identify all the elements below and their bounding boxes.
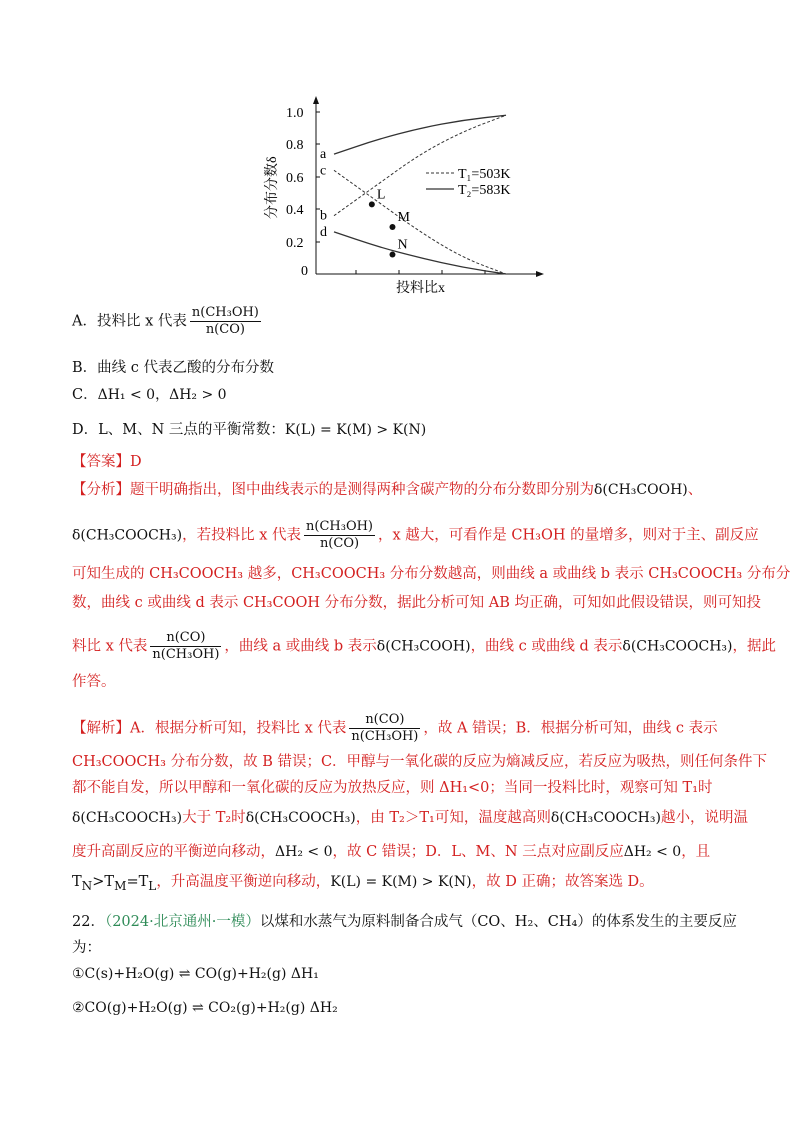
series-label-d: d	[320, 224, 327, 240]
solution-line-2	[72, 752, 767, 772]
answer-tag: 【答案】	[72, 454, 130, 470]
q22-line-2	[72, 938, 101, 958]
point-N	[389, 252, 395, 258]
option-b-text: B．曲线 c 代表乙酸的分布分数	[72, 360, 274, 376]
legend-label-t1: T₁=503K	[458, 167, 511, 182]
fraction-denominator: n(CO)	[205, 322, 245, 337]
fraction-denominator: n(CH₃OH)	[351, 729, 419, 744]
option-c	[72, 385, 227, 405]
reaction-equation: ②CO(g)+H₂O(g) ⇌ CO₂(g)+H₂(g) ΔH₂	[72, 1000, 338, 1016]
q22-source: （2024·北京通州·一模）	[104, 914, 260, 930]
series-label-c: c	[320, 163, 327, 179]
analysis-line-2	[72, 519, 759, 552]
analysis-text: ，x 越大，可看作是 CH₃OH 的量增多，则对于主、副反应	[378, 527, 759, 544]
solution-temp: >T	[92, 874, 115, 890]
analysis-text: 可知生成的 CH₃COOCH₃ 越多，CH₃COOCH₃ 分布分数越高，则曲线 a 或曲线 b 表示 CH₃COOCH₃ 分布分	[72, 566, 791, 582]
analysis-fraction	[150, 630, 221, 663]
y-tick-label: 0	[301, 264, 308, 279]
solution-line-5	[72, 842, 710, 862]
analysis-text: 数，曲线 c 或曲线 d 表示 CH₃COOH 分布分数，据此分析可知 AB 均正确，可知如此假设错误，则可知投	[72, 595, 761, 611]
analysis-tag: 【分析】	[72, 482, 130, 498]
answer-text: D	[130, 454, 142, 470]
q22-reaction-2	[72, 998, 338, 1018]
analysis-text: ，若投料比 x 代表	[182, 527, 301, 544]
solution-line-1	[72, 712, 718, 745]
analysis-line-4	[72, 593, 761, 613]
point-M	[389, 224, 395, 230]
analysis-math: δ(CH₃COOH)	[594, 482, 688, 498]
q22-reaction-1	[72, 964, 319, 984]
analysis-math: δ(CH₃COOH)	[376, 638, 471, 655]
y-tick-label: 0.6	[286, 171, 304, 186]
solution-math: ΔH₂ < 0	[623, 844, 682, 860]
analysis-line-5	[72, 630, 776, 663]
subscript: N	[81, 878, 93, 893]
series-line-b	[334, 115, 506, 215]
solution-math: δ(CH₃COOCH₃)	[72, 810, 183, 826]
solution-text: 大于 T₂时	[182, 810, 246, 826]
option-c-math: ΔH₁ < 0，ΔH₂ > 0	[97, 387, 227, 403]
option-c-prefix: C．	[72, 387, 98, 403]
distribution-chart	[256, 94, 546, 294]
subscript: L	[148, 878, 157, 893]
solution-text: ，故 A 错误；B．根据分析可知，曲线 c 表示	[423, 720, 718, 737]
solution-text: ，由 T₂＞T₁可知，温度越高则	[355, 810, 551, 826]
point-label-N: N	[397, 237, 408, 253]
y-tick-label: 0.4	[286, 203, 304, 218]
analysis-text: 题干明确指出，图中曲线表示的是测得两种含碳产物的分布分数即分别为	[130, 482, 594, 498]
q22-number: 22．	[72, 914, 105, 930]
option-d-math: K(L) = K(M) > K(N)	[284, 422, 427, 438]
solution-line-4	[72, 808, 748, 828]
analysis-line-3	[72, 564, 790, 584]
answer-line	[72, 452, 142, 472]
y-tick-label: 1.0	[286, 106, 304, 121]
analysis-fraction	[304, 519, 375, 552]
option-d	[72, 420, 426, 440]
solution-fraction	[349, 712, 420, 745]
option-a-fraction	[190, 305, 261, 338]
option-d-prefix: D．L、M、N 三点的平衡常数：	[72, 422, 285, 438]
analysis-text: 料比 x 代表	[72, 638, 148, 655]
solution-temp: T	[72, 874, 82, 890]
solution-math: δ(CH₃COOCH₃)	[245, 810, 356, 826]
y-axis-arrow	[313, 96, 319, 104]
series-label-a: a	[320, 147, 327, 163]
subscript: M	[114, 878, 127, 893]
solution-tag: 【解析】	[72, 720, 130, 737]
x-tick-marks	[356, 270, 485, 274]
y-axis-label: 分布分数δ	[265, 156, 280, 219]
analysis-line-1	[72, 480, 702, 500]
q22-text: 以煤和水蒸气为原料制备合成气（CO、H₂、CH₄）的体系发生的主要反应	[259, 914, 737, 930]
q22-text: 为：	[72, 940, 101, 956]
series-line-d	[334, 232, 506, 274]
fraction-numerator: n(CO)	[150, 630, 221, 647]
solution-text: ，故 C 错误；D．L、M、N 三点对应副反应	[332, 844, 624, 860]
point-label-M: M	[397, 210, 410, 226]
solution-text: ，故 D 正确；故答案选 D。	[471, 874, 654, 890]
solution-text: A．根据分析可知，投料比 x 代表	[130, 720, 347, 737]
analysis-text: 作答。	[72, 674, 116, 690]
fraction-denominator: n(CO)	[319, 536, 360, 551]
q22-line-1	[72, 912, 737, 932]
point-label-L: L	[376, 187, 386, 203]
series-label-b: b	[320, 208, 327, 224]
analysis-math: δ(CH₃COOCH₃)	[622, 638, 733, 655]
solution-text: 越小，说明温	[660, 810, 748, 826]
y-tick-label: 0.8	[286, 138, 304, 153]
analysis-text: 、	[687, 482, 703, 498]
solution-line-6	[72, 872, 654, 896]
solution-math: ΔH₂ < 0	[275, 844, 333, 860]
option-a-prefix: A．投料比 x 代表	[72, 313, 187, 330]
fraction-numerator: n(CO)	[349, 712, 420, 729]
analysis-text: ，曲线 c 或曲线 d 表示	[470, 638, 623, 655]
solution-math: δ(CH₃COOCH₃)	[550, 810, 661, 826]
reaction-equation: ①C(s)+H₂O(g) ⇌ CO(g)+H₂(g) ΔH₁	[72, 966, 319, 982]
legend-label-t2: T₂=583K	[458, 183, 511, 198]
analysis-text: ，曲线 a 或曲线 b 表示	[224, 638, 377, 655]
analysis-line-6	[72, 672, 116, 692]
x-axis-label: 投料比x	[396, 281, 445, 294]
solution-text: 度升高副反应的平衡逆向移动，	[72, 844, 275, 860]
solution-temp: =T	[126, 874, 149, 890]
option-a	[72, 305, 264, 338]
analysis-text: ，据此	[732, 638, 776, 655]
analysis-math: δ(CH₃COOCH₃)	[72, 527, 183, 544]
points-layer	[369, 187, 411, 257]
solution-math: K(L) = K(M) > K(N)	[330, 874, 472, 890]
solution-text: ，升高温度平衡逆向移动，	[156, 874, 331, 890]
option-b	[72, 358, 274, 378]
point-L	[369, 201, 375, 207]
y-tick-label: 0.2	[286, 236, 304, 251]
fraction-numerator: n(CH₃OH)	[191, 305, 259, 320]
solution-text: ，且	[681, 844, 711, 860]
series-line-a	[334, 115, 506, 154]
x-axis-arrow	[536, 271, 544, 277]
solution-line-3	[72, 778, 713, 798]
solution-text: CH₃COOCH₃ 分布分数，故 B 错误；C．甲醇与一氧化碳的反应为熵减反应，若反应为吸热，则任何条件下	[72, 754, 768, 770]
fraction-denominator: n(CH₃OH)	[152, 647, 220, 662]
solution-text: 都不能自发，所以甲醇和一氧化碳的反应为放热反应，则 ΔH₁<0；当同一投料比时，观察可知 T₁时	[72, 780, 713, 796]
fraction-numerator: n(CH₃OH)	[306, 519, 374, 534]
